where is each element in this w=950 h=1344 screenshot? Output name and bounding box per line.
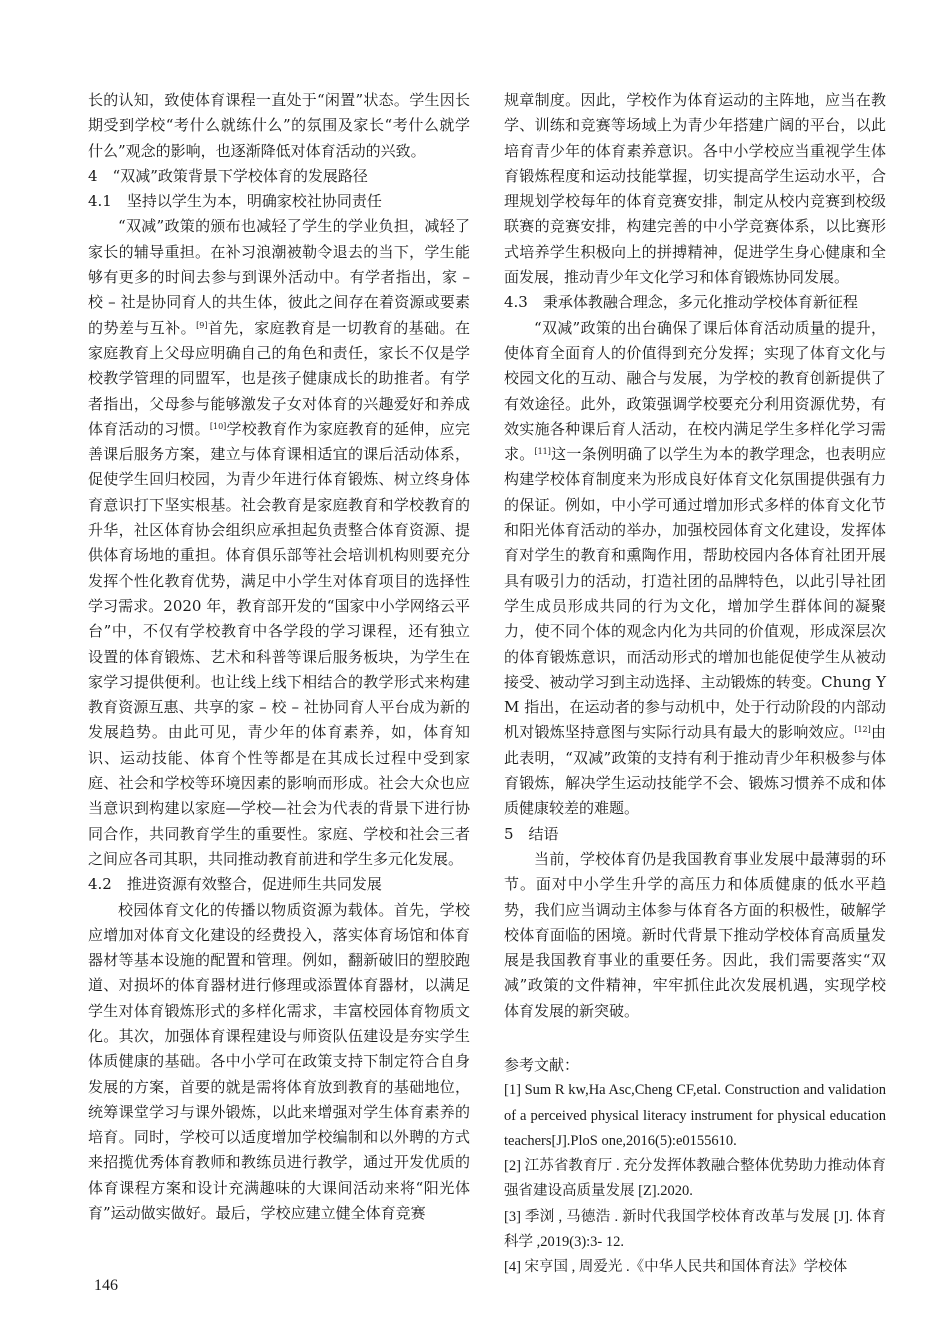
paragraph: 当前，学校体育仍是我国教育事业发展中最薄弱的环节。面对中小学生升学的高压力和体质健康的低水平趋势，我们应当调动主体参与体育各方面的积极性，破解学校体育面临的困境。新时代背景下推动学校体育高质量发展是我国教育事业的重要任务。因此，我们需要落实“双减”政策的文件精神，牢牢抓住此次发展机遇，实现学校体育发展的新突破。 xyxy=(504,849,886,1020)
paragraph-text: 由此表明，“双减”政策的支持有利于推动青少年积极参与体育锻炼，解决学生运动技能学不会、锻炼习惯养不成和体质健康较差的难题。 xyxy=(504,723,886,818)
reference-item: [2] 江苏省教育厅 . 充分发挥体教融合整体优势助力推动体育强省建设高质量发展 [Z].2020. xyxy=(504,1158,886,1200)
paragraph-text: 这一条例明确了以学生为本的教学理念，也表明应构建学校体育制度来为形成良好体育文化氛围提供强有力的保证。例如，中小学可通过增加形式多样的体育文化节和阳光体育活动的举办，加强校园体育文化建设，发挥体育对学生的教育和熏陶作用，帮助校园内各体育社团开展具有吸引力的活动，打造社团的品牌特色，以此引导社团学生成员形成共同的行为文化，增加学生群体间的凝聚力，使不同个体的观念内化为共同的价值观，形成深层次的体育锻炼意识，而活动形式的增加也能促使学生从被动接受、被动学习到主动选择、主动锻炼的转变。Chung Y M 指出，在运动者的参与动机中，处于行动阶段的内部动机对锻炼坚持意图与实际行动具有最大的影响效应。 xyxy=(504,445,886,742)
subsection-heading-4-3: 4.3 秉承体教融合理念，多元化推动学校体育新征程 xyxy=(504,293,858,312)
references-title: 参考文献： xyxy=(504,1055,580,1074)
reference-item: [3] 季浏 , 马德浩 . 新时代我国学校体育改革与发展 [J]. 体育科学 ,2019(3):3- 12. xyxy=(504,1208,886,1251)
paragraph-text: “双减”政策的颁布也减轻了学生的学业负担，减轻了家长的辅导重担。在补习浪潮被勒令退去的当下，学生能够有更多的时间去参与到课外活动中。有学者指出，家 – 校 – 社是协同育人的共生体，彼此之间存在着资源或要素的势差与互补。 xyxy=(88,217,470,337)
paragraph: 规章制度。因此，学校作为体育运动的主阵地，应当在教学、训练和竞赛等场域上为青少年搭建广阔的平台，以此培育青少年的体育素养意识。各中小学校应当重视学生体育锻炼程度和运动技能掌握，切实提高学生运动水平，合理规划学校每年的体育竞赛安排，制定从校内竞赛到校级联赛的竞赛安排，构建完善的中小学竞赛体系，以比赛形式培养学生积极向上的拼搏精神，促进学生身心健康和全面发展，推动青少年文化学习和体育锻炼协同发展。 xyxy=(504,91,886,287)
spacer xyxy=(504,1024,886,1049)
section-heading-5: 5 结语 xyxy=(504,824,559,843)
page-number: 146 xyxy=(94,1277,118,1294)
subsection-heading-4-1: 4.1 坚持以学生为本，明确家校社协同责任 xyxy=(88,192,382,211)
citation: [12] xyxy=(854,725,871,735)
citation: [11] xyxy=(534,447,551,457)
reference-item: [1] Sum R kw,Ha Asc,Cheng CF,etal. Construction and validation of a perceived physical literacy instrument for physical education teachers[J].PloS one,2016(5):e0155610. xyxy=(504,1082,886,1149)
paragraph-text: 学校教育作为家庭教育的延伸，应完善课后服务方案，建立与体育课相适宜的课后活动体系，促使学生回归校园，为青少年进行体育锻炼、树立终身体育意识打下坚实根基。社会教育是家庭教育和学校教育的升华，社区体育协会组织应承担起负责整合体育资源、提供体育场地的重担。体育俱乐部等社会培训机构则要充分发挥个性化教育优势，满足中小学生对体育项目的选择性学习需求。2020 年，教育部开发的“国家中小学网络云平台”中，不仅有学校教育中各学段的学习课程，还有独立设置的体育锻炼、艺术和科普等课后服务板块，为学生在家学习提供便利。也让线上线下相结合的教学形式来构建教育资源互惠、共享的家 – 校 – 社协同育人平台成为新的发展趋势。由此可见，青少年的体育素养，如，体育知识、运动技能、体育个性等都是在其成长过程中受到家庭、社会和学校等环境因素的影响而形成。社会大众也应当意识到构建以家庭—学校—社会为代表的背景下进行协同合作，共同教育学生的重要性。家庭、学校和社会三者之间应各司其职，共同推动教育前进和学生多元化发展。 xyxy=(88,419,470,868)
citation: [10] xyxy=(209,421,227,431)
citation: [9] xyxy=(196,320,208,330)
paragraph xyxy=(88,214,470,872)
section-heading-4: 4 “双减”政策背景下学校体育的发展路径 xyxy=(88,166,368,185)
paragraph: 长的认知，致使体育课程一直处于“闲置”状态。学生因长期受到学校“考什么就练什么”的氛围及家长“考什么就学什么”观念的影响，也逐渐降低对体育活动的兴致。 xyxy=(88,91,470,160)
paragraph-text: “双减”政策的出台确保了课后体育活动质量的提升，使体育全面育人的价值得到充分发挥；实现了体育文化与校园文化的互动、融合与发展，为学校的教育创新提供了有效途径。此外，政策强调学校要充分利用资源优势，有效实施各种课后育人活动，在校内满足学生多样化学习需求。 xyxy=(504,318,886,464)
paragraph xyxy=(504,316,886,822)
paragraph-text: 首先，家庭教育是一切教育的基础。在家庭教育上父母应明确自己的角色和责任，家长不仅是学校教学管理的同盟军，也是孩子健康成长的助推者。有学者指出，父母参与能够激发子女对体育的兴趣爱好和养成体育活动的习惯。 xyxy=(88,318,470,438)
subsection-heading-4-2: 4.2 推进资源有效整合，促进师生共同发展 xyxy=(88,875,382,894)
paragraph: 校园体育文化的传播以物质资源为载体。首先，学校应增加对体育文化建设的经费投入，落实体育场馆和体育器材等基本设施的配置和管理。例如，翻新破旧的塑胶跑道、对损坏的体育器材进行修理或添置体育器材，以满足学生对体育锻炼形式的多样化需求，丰富校园体育物质文化。其次，加强体育课程建设与师资队伍建设是夯实学生体质健康的基础。各中小学可在政策支持下制定符合自身发展的方案，首要的就是需将体育放到教育的基础地位，统筹课堂学习与课外锻炼，以此来增强对学生体育素养的培育。同时，学校可以适度增加学校编制和以外聘的方式来招揽优秀体育教师和教练员进行教学，通过开发优质的体育课程方案和设计充满趣味的大课间活动来将“阳光体育”运动做实做好。最后，学校应建立健全体育竞赛 xyxy=(88,900,470,1223)
right-column xyxy=(504,88,886,1281)
left-column xyxy=(88,88,470,1226)
reference-item: [4] 宋亨国 , 周爱光 .《中华人民共和国体育法》学校体 xyxy=(504,1259,848,1276)
